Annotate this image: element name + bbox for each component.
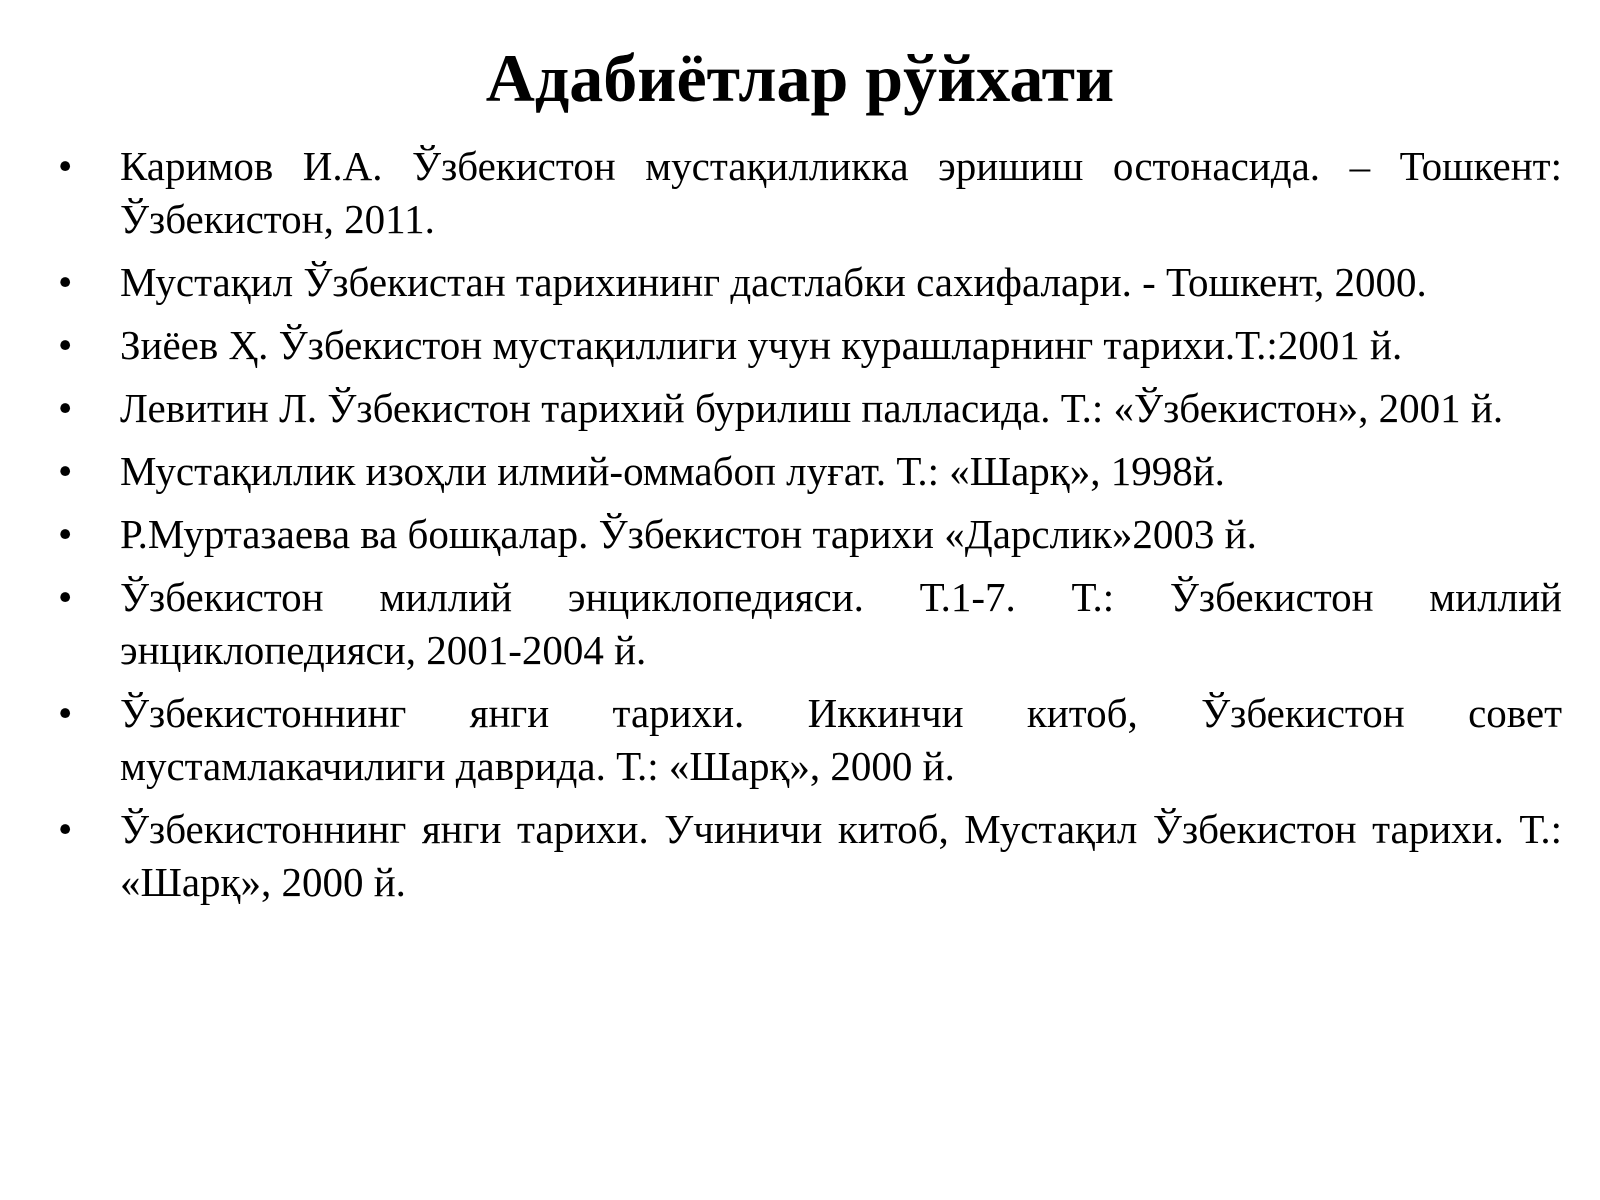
reference-item — [58, 382, 1562, 435]
reference-item — [58, 803, 1562, 909]
reference-text: Зиёев Ҳ. Ўзбекистон мустақиллиги учун курашларнинг тарихи.Т.:2001 й. — [120, 322, 1403, 368]
bullet-icon: • — [58, 143, 73, 189]
reference-text: Каримов И.А. Ўзбекистон мустақилликка эришиш остонасида. – Тошкент: Ўзбекистон, 2011. — [120, 143, 1562, 242]
bullet-icon: • — [58, 690, 73, 736]
reference-text: Ўзбекистоннинг янги тарихи. Иккинчи китоб, Ўзбекистон совет мустамлакачилиги даврида. Т.: «Шарқ», 2000 й. — [120, 690, 1562, 789]
bullet-icon: • — [58, 574, 73, 620]
reference-text: Мустақиллик изоҳли илмий-оммабоп луғат. Т.: «Шарқ», 1998й. — [120, 448, 1225, 494]
reference-text: Мустақил Ўзбекистан тарихининг дастлабки сахифалари. - Тошкент, 2000. — [120, 259, 1427, 305]
reference-item — [58, 687, 1562, 793]
reference-item — [58, 508, 1562, 561]
reference-list — [58, 140, 1562, 919]
reference-item — [58, 140, 1562, 246]
reference-item — [58, 445, 1562, 498]
reference-text: Ўзбекистон миллий энциклопедияси. Т.1-7. Т.: Ўзбекистон миллий энциклопедияси, 2001-2004 й. — [120, 574, 1562, 673]
reference-item — [58, 256, 1562, 309]
bullet-icon: • — [58, 806, 73, 852]
bullet-icon: • — [58, 322, 73, 368]
reference-item — [58, 319, 1562, 372]
bullet-icon: • — [58, 385, 73, 431]
slide-title: Адабиётлар рўйхати — [485, 40, 1115, 116]
reference-item — [58, 571, 1562, 677]
reference-text: Ўзбекистоннинг янги тарихи. Учиничи китоб, Мустақил Ўзбекистон тарихи. Т.: «Шарқ», 2000 й. — [120, 806, 1562, 905]
reference-text: Левитин Л. Ўзбекистон тарихий бурилиш палласида. Т.: «Ўзбекистон», 2001 й. — [120, 385, 1504, 431]
bullet-icon: • — [58, 448, 73, 494]
bullet-icon: • — [58, 259, 73, 305]
bullet-icon: • — [58, 511, 73, 557]
reference-text: Р.Муртазаева ва бошқалар. Ўзбекистон тарихи «Дарслик»2003 й. — [120, 511, 1257, 557]
